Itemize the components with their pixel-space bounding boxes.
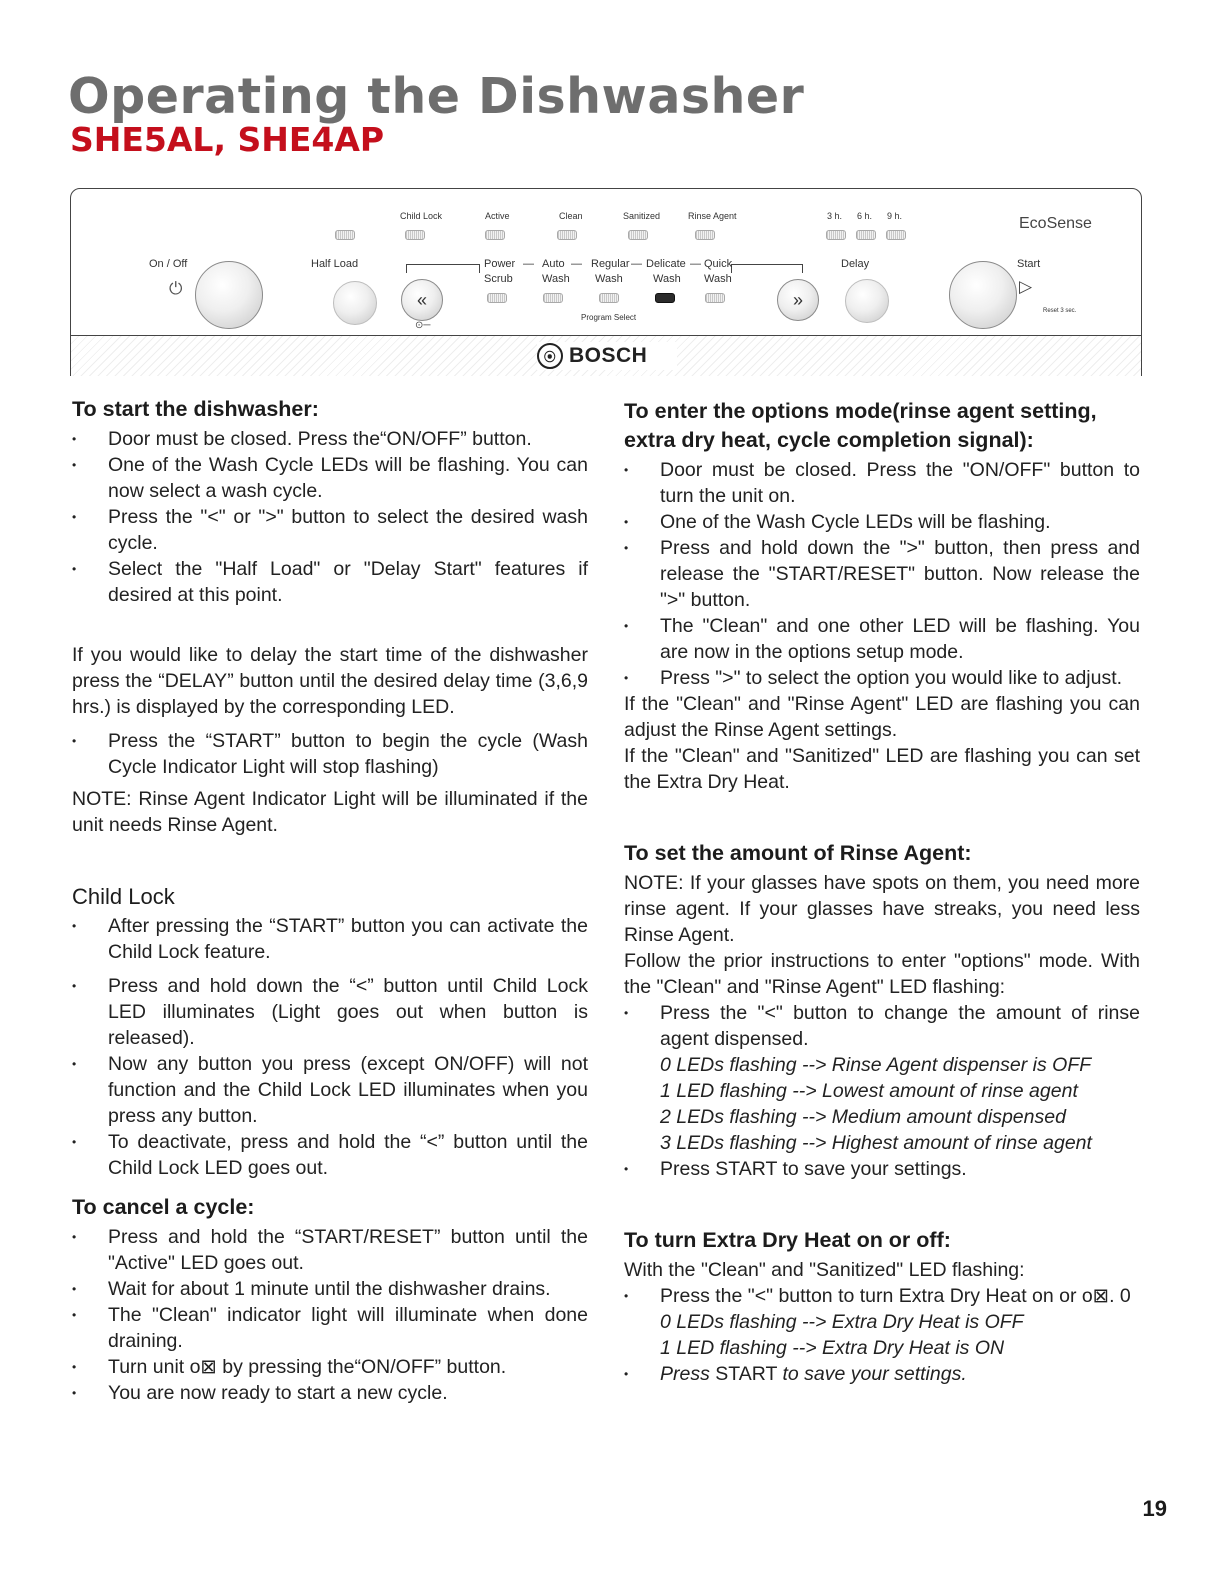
delay-6h-label: 6 h. (857, 211, 873, 221)
reset-label: Reset 3 sec. (1043, 308, 1077, 314)
page-number: 19 (1142, 1496, 1167, 1521)
ecosense-label: EcoSense (1019, 215, 1092, 232)
list-item: • The "Clean" and one other LED will be flashing. You are now in the options setup mode. (624, 613, 1140, 665)
start-button-list (72, 728, 588, 780)
list-item: • The "Clean" indicator light will illuminate when done draining. (72, 1302, 588, 1354)
rinse-note: NOTE: Rinse Agent Indicator Light will be illuminated if the unit needs Rinse Agent. (72, 788, 588, 836)
right-column (624, 397, 1140, 1387)
delay-label: Delay (841, 258, 870, 270)
rinse-level-2: 2 LEDs flashing --> Medium amount dispensed (660, 1106, 1066, 1128)
rinse-level-0: 0 LEDs flashing --> Rinse Agent dispenser is OFF (660, 1054, 1092, 1076)
program-delicate-wash-line2: Wash (653, 273, 681, 285)
cancel-list (72, 1224, 588, 1406)
start-button[interactable] (949, 261, 1017, 329)
list-item: • Press START to save your settings. (624, 1156, 1140, 1182)
clean-label: Clean (559, 211, 583, 221)
program-auto-wash-line2: Wash (542, 273, 570, 285)
delicate-wash-led (655, 293, 675, 303)
control-panel-illustration (70, 188, 1142, 376)
rinse-list (624, 1000, 1140, 1052)
rinse-level-3: 3 LEDs flashing --> Highest amount of rinse agent (660, 1132, 1092, 1154)
half-load-button[interactable] (333, 281, 377, 325)
dry-level-0: 0 LEDs flashing --> Extra Dry Heat is OFF (660, 1311, 1024, 1333)
program-power-scrub-line1: Power (484, 258, 516, 270)
dash-2: — (571, 258, 582, 270)
program-next-button[interactable]: » (777, 279, 819, 321)
program-quick-wash-line1: Quick (704, 258, 733, 270)
list-item: • One of the Wash Cycle LEDs will be flashing. You can now select a wash cycle. (72, 452, 588, 504)
list-item (624, 1361, 1140, 1387)
list-item: • Press the "<" button to change the amount of rinse agent dispensed. (624, 1000, 1140, 1052)
rinse-note: NOTE: If your glasses have spots on them, you need more rinse agent. If your glasses have streaks, you need less Rinse Agent. (624, 872, 1140, 946)
dash-4: — (690, 258, 701, 270)
clean-led (557, 230, 577, 240)
list-item: • Wait for about 1 minute until the dishwasher drains. (72, 1276, 588, 1302)
page-title: Operating the Dishwasher (68, 68, 805, 125)
list-item: • Press and hold down the ">" button, then press and release the "START/RESET" button. Now release the ">" button. (624, 535, 1140, 613)
rinse-paragraph: Follow the prior instructions to enter "options" mode. With the "Clean" and "Rinse Agent" LED flashing: (624, 950, 1140, 998)
on-off-label: On / Off (149, 258, 188, 270)
delay-3h-label: 3 h. (827, 211, 843, 221)
sanitized-label: Sanitized (623, 211, 661, 221)
auto-wash-led (543, 293, 563, 303)
list-item: • Press ">" to select the option you would like to adjust. (624, 665, 1140, 691)
program-auto-wash-line1: Auto (542, 258, 565, 270)
child-lock-heading: Child Lock (72, 884, 175, 909)
dry-level-1: 1 LED flashing --> Extra Dry Heat is ON (660, 1337, 1005, 1359)
dry-save-pre: Press (660, 1363, 710, 1385)
delay-3h-led (826, 230, 846, 240)
list-item: • Now any button you press (except ON/OFF) will not function and the Child Lock LED illuminates when you press any button. (72, 1051, 588, 1129)
brand-name: BOSCH (569, 344, 648, 367)
dash-1: — (523, 258, 534, 270)
list-item: • Press and hold the “START/RESET” button until the "Active" LED goes out. (72, 1224, 588, 1276)
start-heading: To start the dishwasher: (72, 397, 319, 421)
active-led (485, 230, 505, 240)
child-lock-list (72, 913, 588, 1181)
model-subtitle: SHE5AL, SHE4AP (70, 120, 385, 159)
list-item: • One of the Wash Cycle LEDs will be flashing. (624, 509, 1140, 535)
sanitized-led (628, 230, 648, 240)
list-item: • You are now ready to start a new cycle. (72, 1380, 588, 1406)
program-bracket-left (406, 264, 480, 273)
list-item: • After pressing the “START” button you can activate the Child Lock feature. (72, 913, 588, 965)
start-label: Start (1017, 258, 1041, 270)
program-bracket-right (731, 264, 803, 273)
start-list (72, 426, 588, 608)
program-select-label: Program Select (581, 313, 637, 322)
program-power-scrub-line2: Scrub (484, 273, 513, 285)
key-icon: ⊙─ (415, 320, 431, 331)
cancel-heading: To cancel a cycle: (72, 1195, 255, 1219)
list-item: • Turn unit o⊠ by pressing the“ON/OFF” button. (72, 1354, 588, 1380)
active-label: Active (485, 211, 510, 221)
delay-button[interactable] (845, 279, 889, 323)
program-quick-wash-line2: Wash (704, 273, 732, 285)
list-item: • To deactivate, press and hold the “<” button until the Child Lock LED goes out. (72, 1129, 588, 1181)
options-dry-paragraph: If the "Clean" and "Sanitized" LED are flashing you can set the Extra Dry Heat. (624, 745, 1140, 793)
list-item: • Door must be closed. Press the“ON/OFF” button. (72, 426, 588, 452)
rinse-save-list (624, 1156, 1140, 1182)
list-item: • Press and hold down the “<” button until Child Lock LED illuminates (Light goes out when button is released). (72, 973, 588, 1051)
dry-save-mid: START (715, 1363, 778, 1385)
brand-badge (537, 342, 677, 370)
program-regular-wash-line1: Regular (591, 258, 630, 270)
list-item: • Press the “START” button to begin the cycle (Wash Cycle Indicator Light will stop flashing) (72, 728, 588, 780)
list-item: • Door must be closed. Press the "ON/OFF" button to turn the unit on. (624, 457, 1140, 509)
delay-paragraph: If you would like to delay the start time of the dishwasher press the “DELAY” button until the desired delay time (3,6,9 hrs.) is displayed by the corresponding LED. (72, 644, 588, 718)
options-rinse-paragraph: If the "Clean" and "Rinse Agent" LED are flashing you can adjust the Rinse Agent settings. (624, 693, 1140, 741)
options-list (624, 457, 1140, 691)
quick-wash-led (705, 293, 725, 303)
rinse-agent-label: Rinse Agent (688, 211, 737, 221)
dry-heading: To turn Extra Dry Heat on or off: (624, 1228, 951, 1252)
on-off-button[interactable] (195, 261, 263, 329)
program-prev-button[interactable]: « (401, 279, 443, 321)
dry-save-post: to save your settings. (782, 1363, 967, 1385)
delay-9h-led (886, 230, 906, 240)
rinse-agent-led (695, 230, 715, 240)
program-regular-wash-line2: Wash (595, 273, 623, 285)
power-icon: ⏻ (169, 279, 183, 298)
regular-wash-led (599, 293, 619, 303)
bosch-logo-icon: ⦿ (537, 343, 563, 369)
dash-3: — (631, 258, 642, 270)
child-lock-led (405, 230, 425, 240)
half-load-label: Half Load (311, 258, 359, 270)
child-lock-label: Child Lock (400, 211, 443, 221)
dry-list (624, 1283, 1140, 1309)
power-scrub-led (487, 293, 507, 303)
half-load-led (335, 230, 355, 240)
left-column (72, 395, 588, 1406)
list-item: • Press the "<" or ">" button to select the desired wash cycle. (72, 504, 588, 556)
options-heading: To enter the options mode(rinse agent setting, extra dry heat, cycle completion signal): (624, 399, 1097, 452)
rinse-level-1: 1 LED flashing --> Lowest amount of rinse agent (660, 1080, 1078, 1102)
rinse-heading: To set the amount of Rinse Agent: (624, 841, 972, 865)
dry-save-list (624, 1361, 1140, 1387)
list-item: • Select the "Half Load" or "Delay Start" features if desired at this point. (72, 556, 588, 608)
list-item: • Press the "<" button to turn Extra Dry Heat on or o⊠. 0 (624, 1283, 1140, 1309)
dry-paragraph: With the "Clean" and "Sanitized" LED flashing: (624, 1259, 1025, 1281)
delay-6h-led (856, 230, 876, 240)
program-delicate-wash-line1: Delicate (646, 258, 686, 270)
delay-9h-label: 9 h. (887, 211, 903, 221)
play-icon: ▷ (1019, 277, 1033, 296)
